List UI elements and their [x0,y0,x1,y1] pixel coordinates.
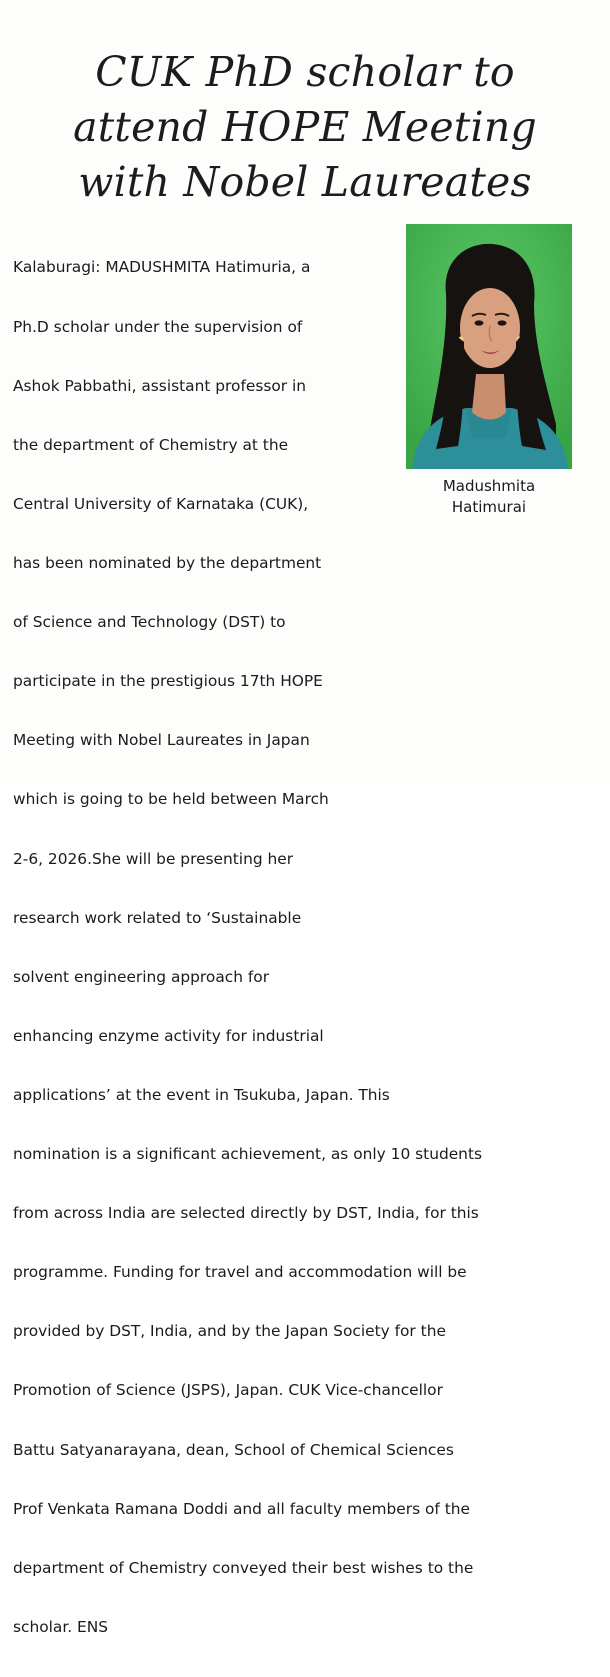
body-line: enhancing enzyme activity for industrial [13,1026,324,1045]
body-line: Ashok Pabbathi, assistant professor in [13,376,307,395]
body-line: Central University of Karnataka (CUK), [13,494,309,513]
body-line: programme. Funding for travel and accommodation will be [13,1263,467,1282]
headline-line: CUK PhD scholar to [95,48,515,97]
body-line: from across India are selected directly by DST, India, for this [13,1204,479,1223]
body-line: has been nominated by the department [13,553,322,572]
body-line: solvent engineering approach for [13,967,270,986]
body-line: applications’ at the event in Tsukuba, Japan. This [13,1085,390,1104]
body-line: Prof Venkata Ramana Doddi and all faculty members of the [13,1499,470,1518]
article-body [13,219,482,1677]
body-line: which is going to be held between March [13,790,329,809]
body-line: participate in the prestigious 17th HOPE [13,672,323,691]
body-line: department of Chemistry conveyed their best wishes to the [13,1558,474,1577]
caption-line: Madushmita [442,477,536,495]
headline-line: attend HOPE Meeting [73,103,537,152]
body-line: Kalaburagi: MADUSHMITA Hatimuria, a [13,258,311,277]
body-line: Promotion of Science (JSPS), Japan. CUK Vice-chancellor [13,1381,443,1400]
body-line: Battu Satyanarayana, dean, School of Chemical Sciences [13,1440,454,1459]
body-line: scholar. ENS [13,1617,109,1636]
body-line: provided by DST, India, and by the Japan Society for the [13,1322,446,1341]
headline-line: with Nobel Laureates [78,158,532,207]
headline [0,45,610,210]
body-line: of Science and Technology (DST) to [13,613,286,632]
body-line: Ph.D scholar under the supervision of [13,317,303,336]
caption-line: Hatimurai [451,498,527,516]
body-line: Meeting with Nobel Laureates in Japan [13,731,310,750]
body-line: nomination is a significant achievement, as only 10 students [13,1145,482,1164]
body-line: the department of Chemistry at the [13,435,289,454]
body-line: research work related to ‘Sustainable [13,908,302,927]
body-line: 2-6, 2026.She will be presenting her [13,849,294,868]
